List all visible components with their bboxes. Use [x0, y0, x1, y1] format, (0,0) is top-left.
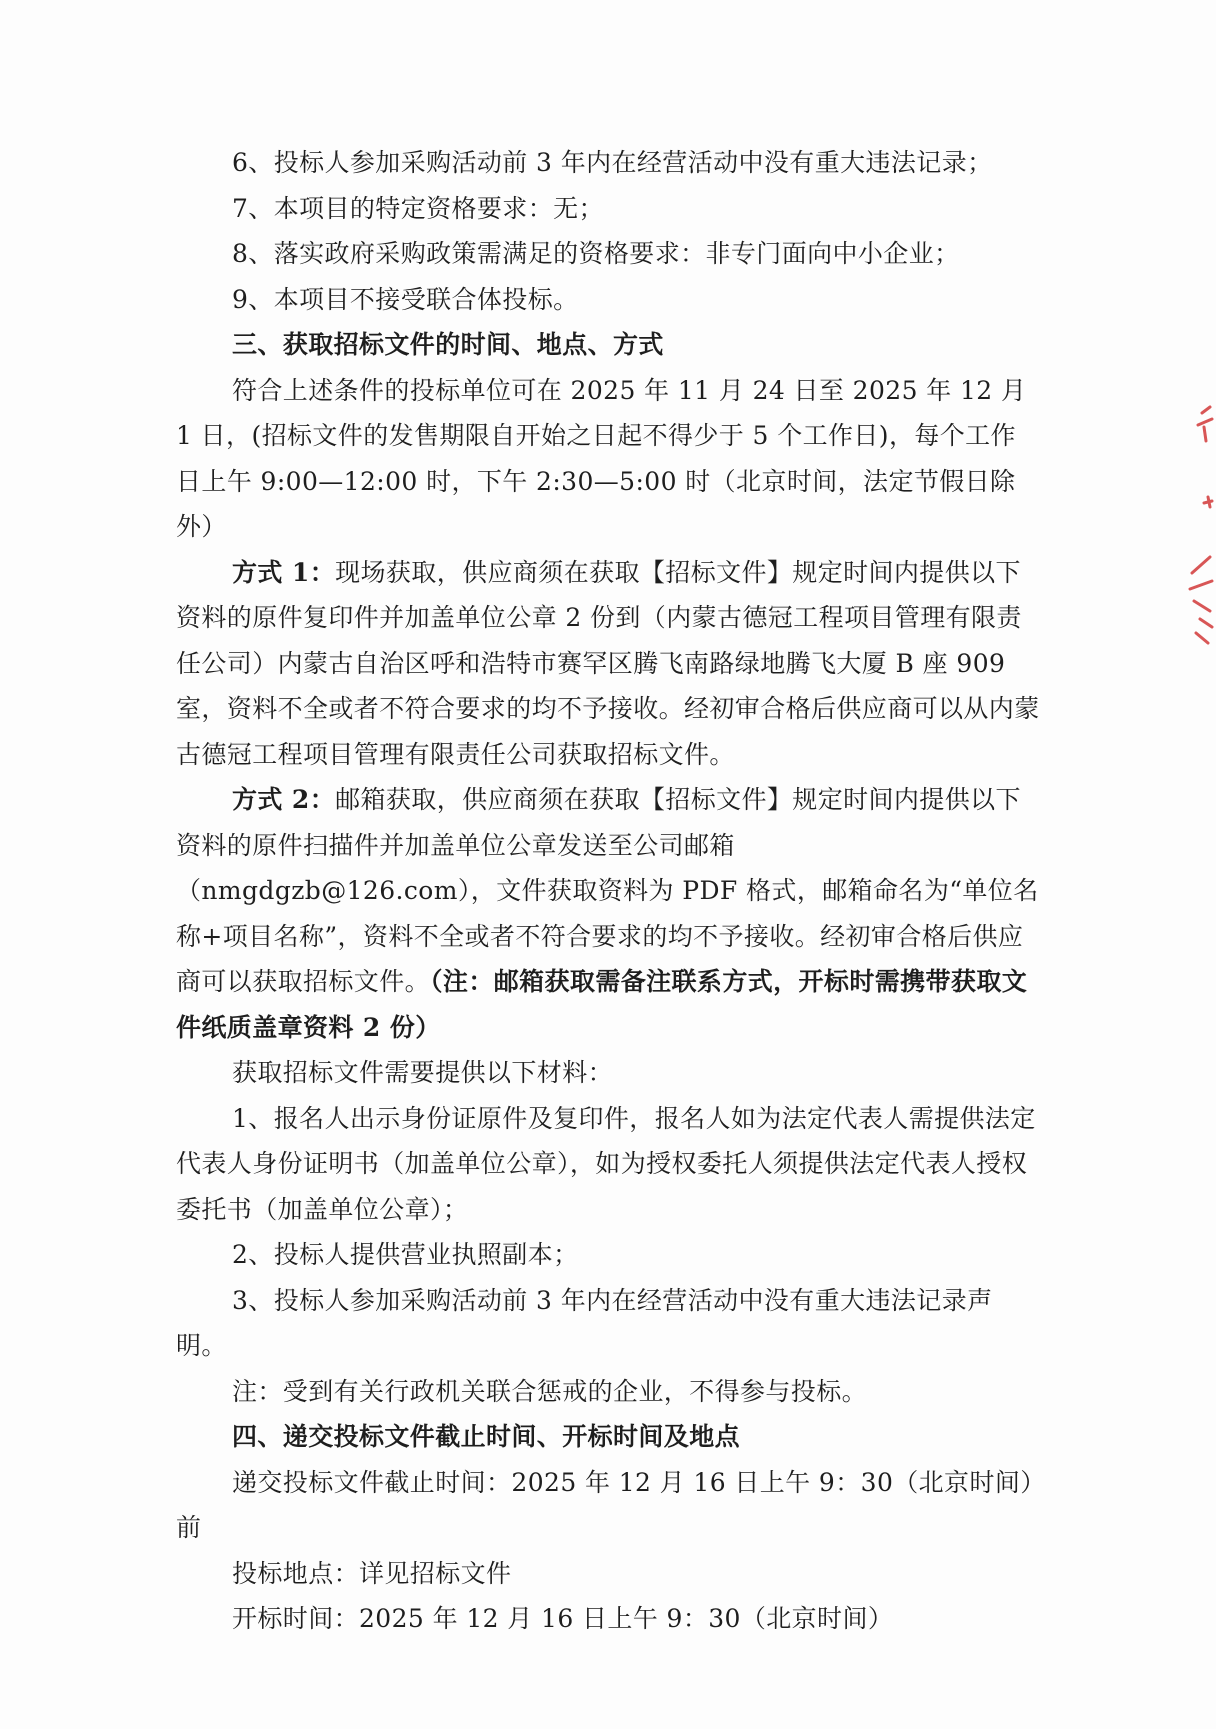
method-label: 方式 2： — [232, 785, 336, 814]
paragraph: 递交投标文件截止时间：2025 年 12 月 16 日上午 9：30（北京时间）前 — [176, 1467, 1034, 1542]
method-text: 现场获取，供应商须在获取【招标文件】规定时间内提供以下资料的原件复印件并加盖单位公章 2 份到（内蒙古德冠工程项目管理有限责任公司）内蒙古自治区呼和浩特市赛罕区腾飞南路绿地腾飞大厦 B 座 909 室，资料不全或者不符合要求的均不予接收。经初审合格后供应商可以从内蒙古德冠工程项目管理有限责任公司获取招标文件。 — [176, 557, 1040, 769]
list-item: 3、投标人参加采购活动前 3 年内在经营活动中没有重大违法记录声明。 — [176, 1285, 993, 1360]
list-item: 2、投标人提供营业执照副本； — [232, 1240, 579, 1269]
note: 注：受到有关行政机关联合惩戒的企业，不得参与投标。 — [232, 1376, 868, 1406]
list-item: 9、本项目不接受联合体投标。 — [232, 284, 579, 314]
seal-stamp-fragment — [1180, 405, 1216, 645]
document-body — [176, 140, 1041, 1642]
paragraph: 投标地点：详见招标文件 — [232, 1558, 512, 1588]
paragraph: 开标时间：2025 年 12 月 16 日上午 9：30（北京时间） — [232, 1604, 894, 1633]
method-note: （注：邮箱获取需备注联系方式，开标时需携带获取文件纸质盖章资料 2 份） — [176, 967, 1028, 1042]
list-item: 6、投标人参加采购活动前 3 年内在经营活动中没有重大违法记录； — [232, 148, 993, 177]
paragraph — [176, 777, 1041, 1050]
method-text: 邮箱获取，供应商须在获取【招标文件】规定时间内提供以下资料的原件扫描件并加盖单位公章发送至公司邮箱（nmgdgzb@126.com），文件获取资料为 PDF 格式，邮箱命名为“单位名称+项目名称”，资料不全或者不符合要求的均不予接收。经初审合格后供应商可以获取招标文件。 — [176, 785, 1039, 996]
paragraph: 获取招标文件需要提供以下材料： — [232, 1058, 614, 1087]
section-heading: 三、获取招标文件的时间、地点、方式 — [232, 330, 664, 359]
list-item: 1、报名人出示身份证原件及复印件，报名人如为法定代表人需提供法定代表人身份证明书（加盖单位公章），如为授权委托人须提供法定代表人授权委托书（加盖单位公章）； — [176, 1103, 1036, 1224]
list-item: 8、落实政府采购政策需满足的资格要求：非专门面向中小企业； — [232, 239, 960, 268]
paragraph: 符合上述条件的投标单位可在 2025 年 11 月 24 日至 2025 年 12 月 1 日，(招标文件的发售期限自开始之日起不得少于 5 个工作日)，每个工作日上午 9:00—12:00 时，下午 2:30—5:00 时（北京时间，法定节假日除外） — [176, 375, 1027, 541]
section-heading: 四、递交投标文件截止时间、开标时间及地点 — [232, 1422, 741, 1451]
list-item: 7、本项目的特定资格要求：无； — [232, 193, 604, 223]
method-label: 方式 1： — [232, 557, 336, 587]
paragraph — [176, 550, 1041, 778]
